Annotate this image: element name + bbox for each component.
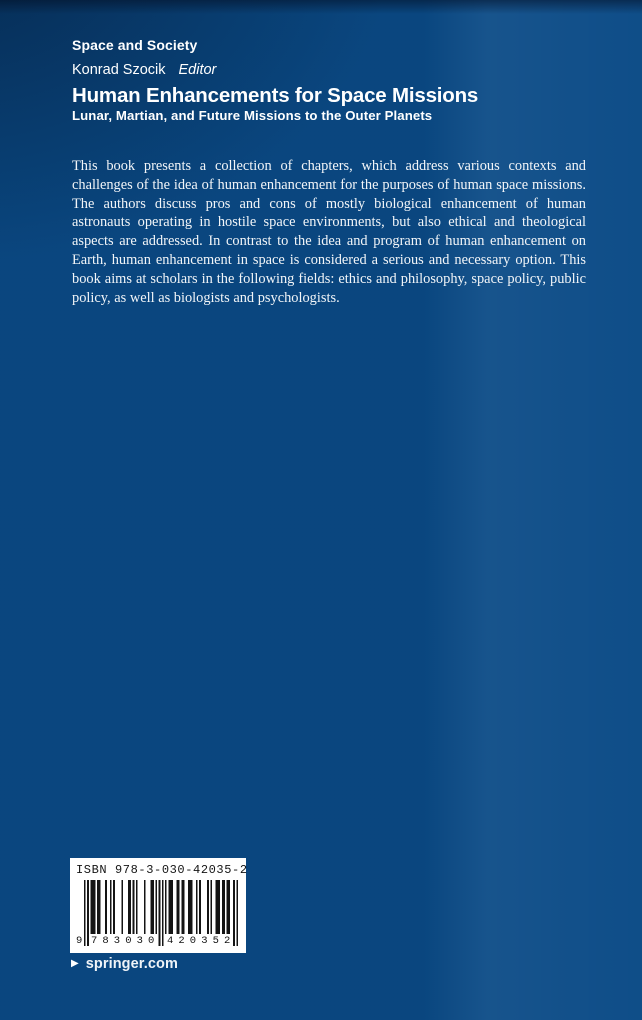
barcode-digits-right: 420352 bbox=[167, 935, 236, 947]
editor-label: Editor bbox=[178, 62, 217, 78]
series-title: Space and Society bbox=[72, 37, 198, 53]
barcode-box bbox=[70, 858, 246, 953]
author-name: Konrad Szocik bbox=[72, 62, 166, 78]
springer-footer bbox=[71, 956, 178, 972]
isbn-label: ISBN 978-3-030-42035-2 bbox=[76, 863, 248, 877]
book-subtitle: Lunar, Martian, and Future Missions to the Outer Planets bbox=[72, 108, 433, 123]
barcode-digits-left: 783030 bbox=[91, 935, 160, 947]
blurb-text: This book presents a collection of chapters, which address various contexts and challenges of the idea of human enhancement for the purposes of human space missions. The authors discuss pros and cons of mostly biological enhancement of human astronauts operating in hostile space environments, but also ethical and theological aspects are addressed. In contrast to the idea and program of human enhancement on Earth, human enhancement in space is considered a serious and necessary option. This book aims at scholars in the following fields: ethics and philosophy, space policy, public policy, as well as biologists and psychologists. bbox=[72, 158, 586, 306]
publisher-url: springer.com bbox=[85, 956, 178, 972]
author-line bbox=[72, 62, 216, 78]
barcode-digit-lead: 9 bbox=[76, 935, 83, 947]
play-arrow-icon: ▶ bbox=[71, 958, 79, 969]
book-title: Human Enhancements for Space Missions bbox=[72, 84, 479, 107]
ean-barcode bbox=[76, 880, 240, 946]
